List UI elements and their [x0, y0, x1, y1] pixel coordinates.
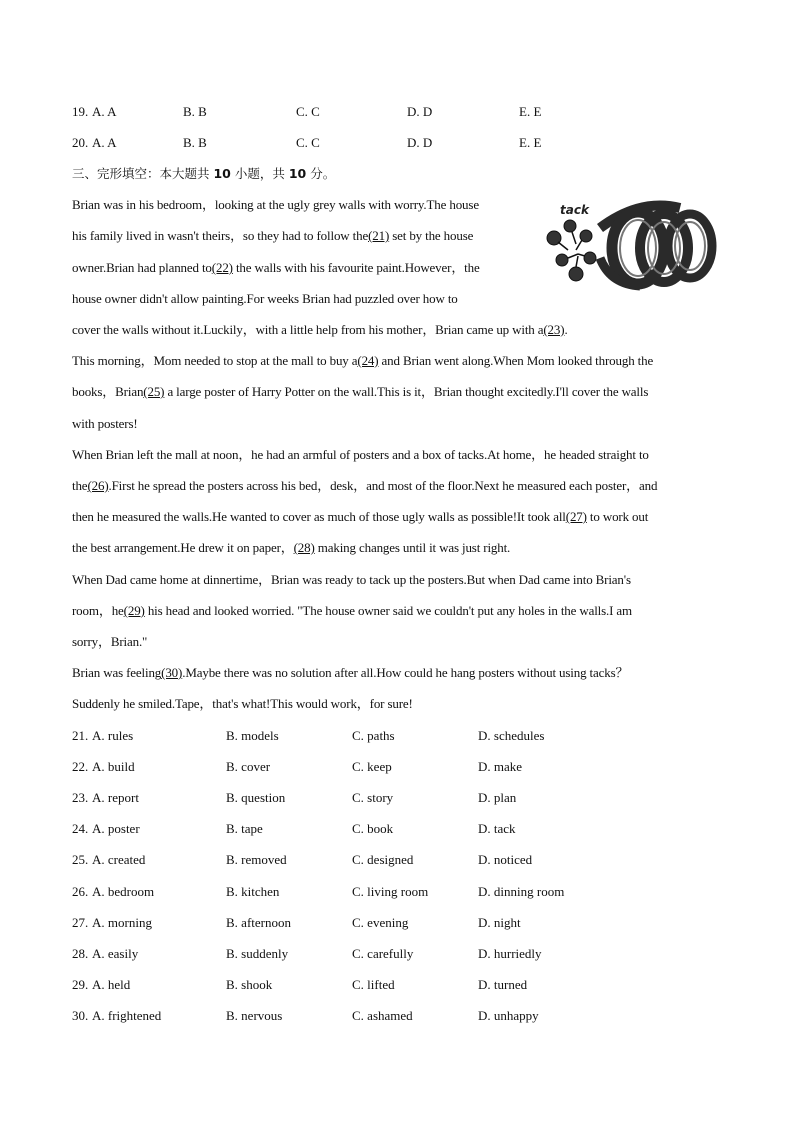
- option-d: D. D: [407, 135, 433, 150]
- option-c: C. paths: [352, 728, 395, 743]
- question-number: 25.: [72, 852, 89, 867]
- option-b: B. removed: [226, 852, 287, 867]
- option-d: D. D: [407, 104, 433, 119]
- option-b: B. afternoon: [226, 915, 291, 930]
- option-c: C. keep: [352, 759, 392, 774]
- option-d: D. plan: [478, 790, 517, 805]
- passage-line: Brian was in his bedroom，looking at the ugly grey walls with worry.The house: [72, 197, 479, 212]
- passage-line: room，he(29) his head and looked worried. "The house owner said we couldn't put any holes in the walls.I am: [72, 603, 633, 618]
- option-a: A. created: [92, 852, 146, 867]
- option-d: D. turned: [478, 977, 528, 992]
- option-a: A. build: [92, 759, 135, 774]
- blank-23: (23): [543, 322, 565, 337]
- option-a: A. easily: [92, 946, 139, 961]
- passage-line: This morning，Mom needed to stop at the mall to buy a(24) and Brian went along.When Mom looked through the: [72, 353, 654, 368]
- blank-27: (27): [565, 509, 587, 524]
- blank-26: (26): [87, 478, 109, 493]
- option-b: B. models: [226, 728, 279, 743]
- option-d: D. unhappy: [478, 1008, 539, 1023]
- passage-line: sorry，Brian.": [72, 634, 148, 649]
- option-c: C. lifted: [352, 977, 395, 992]
- option-d: D. night: [478, 915, 521, 930]
- heading-prefix: 三、完形填空：本大题共: [72, 166, 214, 181]
- option-a: A. rules: [92, 728, 134, 743]
- option-d: D. noticed: [478, 852, 533, 867]
- tape-roll-icon: [600, 206, 712, 287]
- question-number: 28.: [72, 946, 89, 961]
- passage-line: When Dad came home at dinnertime，Brian was ready to tack up the posters.But when Dad came into Brian's: [72, 572, 631, 587]
- passage-line: his family lived in wasn't theirs，so they had to follow the(21) set by the house: [72, 228, 474, 243]
- question-number: 20.: [72, 135, 89, 150]
- option-b: B. tape: [226, 821, 263, 836]
- blank-30: (30): [161, 665, 183, 680]
- passage-line: When Brian left the mall at noon，he had an armful of posters and a box of tacks.At home，he headed straight to: [72, 447, 649, 462]
- tacks-and-tape-illustration: [540, 198, 720, 294]
- tack-icon: [547, 220, 596, 281]
- question-number: 22.: [72, 759, 89, 774]
- passage-line: with posters!: [72, 416, 138, 431]
- option-b: B. nervous: [226, 1008, 283, 1023]
- option-b: B. cover: [226, 759, 271, 774]
- passage-line: books，Brian(25) a large poster of Harry Potter on the wall.This is it，Brian thought excitedly.I'll cover the walls: [72, 384, 649, 399]
- option-a: A. frightened: [92, 1008, 162, 1023]
- passage-line: Suddenly he smiled.Tape，that's what!This would work，for sure!: [72, 696, 413, 711]
- option-e: E. E: [519, 104, 542, 119]
- section-heading: [72, 164, 335, 184]
- option-a: A. A: [92, 135, 117, 150]
- option-c: C. story: [352, 790, 394, 805]
- passage-line: owner.Brian had planned to(22) the walls with his favourite paint.However，the: [72, 260, 480, 275]
- blank-21: (21): [368, 228, 390, 243]
- option-b: B. kitchen: [226, 884, 280, 899]
- option-d: D. tack: [478, 821, 516, 836]
- option-c: C. designed: [352, 852, 414, 867]
- option-c: C. C: [296, 135, 320, 150]
- option-d: D. make: [478, 759, 523, 774]
- option-c: C. ashamed: [352, 1008, 413, 1023]
- option-b: B. question: [226, 790, 286, 805]
- option-a: A. poster: [92, 821, 140, 836]
- option-d: D. hurriedly: [478, 946, 542, 961]
- question-number: 19.: [72, 104, 89, 119]
- question-number: 29.: [72, 977, 89, 992]
- passage-line: cover the walls without it.Luckily，with a little help from his mother，Brian came up with a(23).: [72, 322, 568, 337]
- option-c: C. living room: [352, 884, 429, 899]
- option-b: B. suddenly: [226, 946, 289, 961]
- blank-22: (22): [211, 260, 233, 275]
- heading-point-count: 10: [288, 166, 307, 181]
- blank-25: (25): [143, 384, 165, 399]
- passage-line: the(26).First he spread the posters across his bed，desk，and most of the floor.Next he measured each poster，and: [72, 478, 658, 493]
- heading-question-count: 10: [213, 166, 231, 181]
- option-a: A. report: [92, 790, 139, 805]
- passage-line: the best arrangement.He drew it on paper，(28) making changes until it was just right.: [72, 540, 511, 555]
- option-c: C. carefully: [352, 946, 414, 961]
- heading-suffix: 分。: [306, 166, 336, 181]
- option-d: D. schedules: [478, 728, 545, 743]
- option-d: D. dinning room: [478, 884, 565, 899]
- question-number: 26.: [72, 884, 89, 899]
- question-number: 23.: [72, 790, 89, 805]
- option-a: A. A: [92, 104, 117, 119]
- question-number: 24.: [72, 821, 89, 836]
- option-a: A. morning: [92, 915, 152, 930]
- question-number: 27.: [72, 915, 89, 930]
- option-c: C. C: [296, 104, 320, 119]
- option-c: C. evening: [352, 915, 409, 930]
- question-number: 21.: [72, 728, 89, 743]
- option-a: A. held: [92, 977, 131, 992]
- option-b: B. B: [183, 135, 207, 150]
- blank-29: (29): [123, 603, 145, 618]
- passage-line: house owner didn't allow painting.For weeks Brian had puzzled over how to: [72, 291, 458, 306]
- option-c: C. book: [352, 821, 394, 836]
- option-a: A. bedroom: [92, 884, 155, 899]
- option-e: E. E: [519, 135, 542, 150]
- passage-line: Brian was feeling(30).Maybe there was no solution after all.How could he hang posters without using tacks？: [72, 665, 629, 680]
- question-number: 30.: [72, 1008, 89, 1023]
- heading-middle: 小题，共: [230, 166, 289, 181]
- illustration-label: tack: [560, 203, 589, 217]
- passage-line: then he measured the walls.He wanted to cover as much of those ugly walls as possible!It took all(27) to work out: [72, 509, 649, 524]
- option-b: B. B: [183, 104, 207, 119]
- option-b: B. shook: [226, 977, 273, 992]
- blank-24: (24): [357, 353, 379, 368]
- blank-28: (28): [293, 540, 315, 555]
